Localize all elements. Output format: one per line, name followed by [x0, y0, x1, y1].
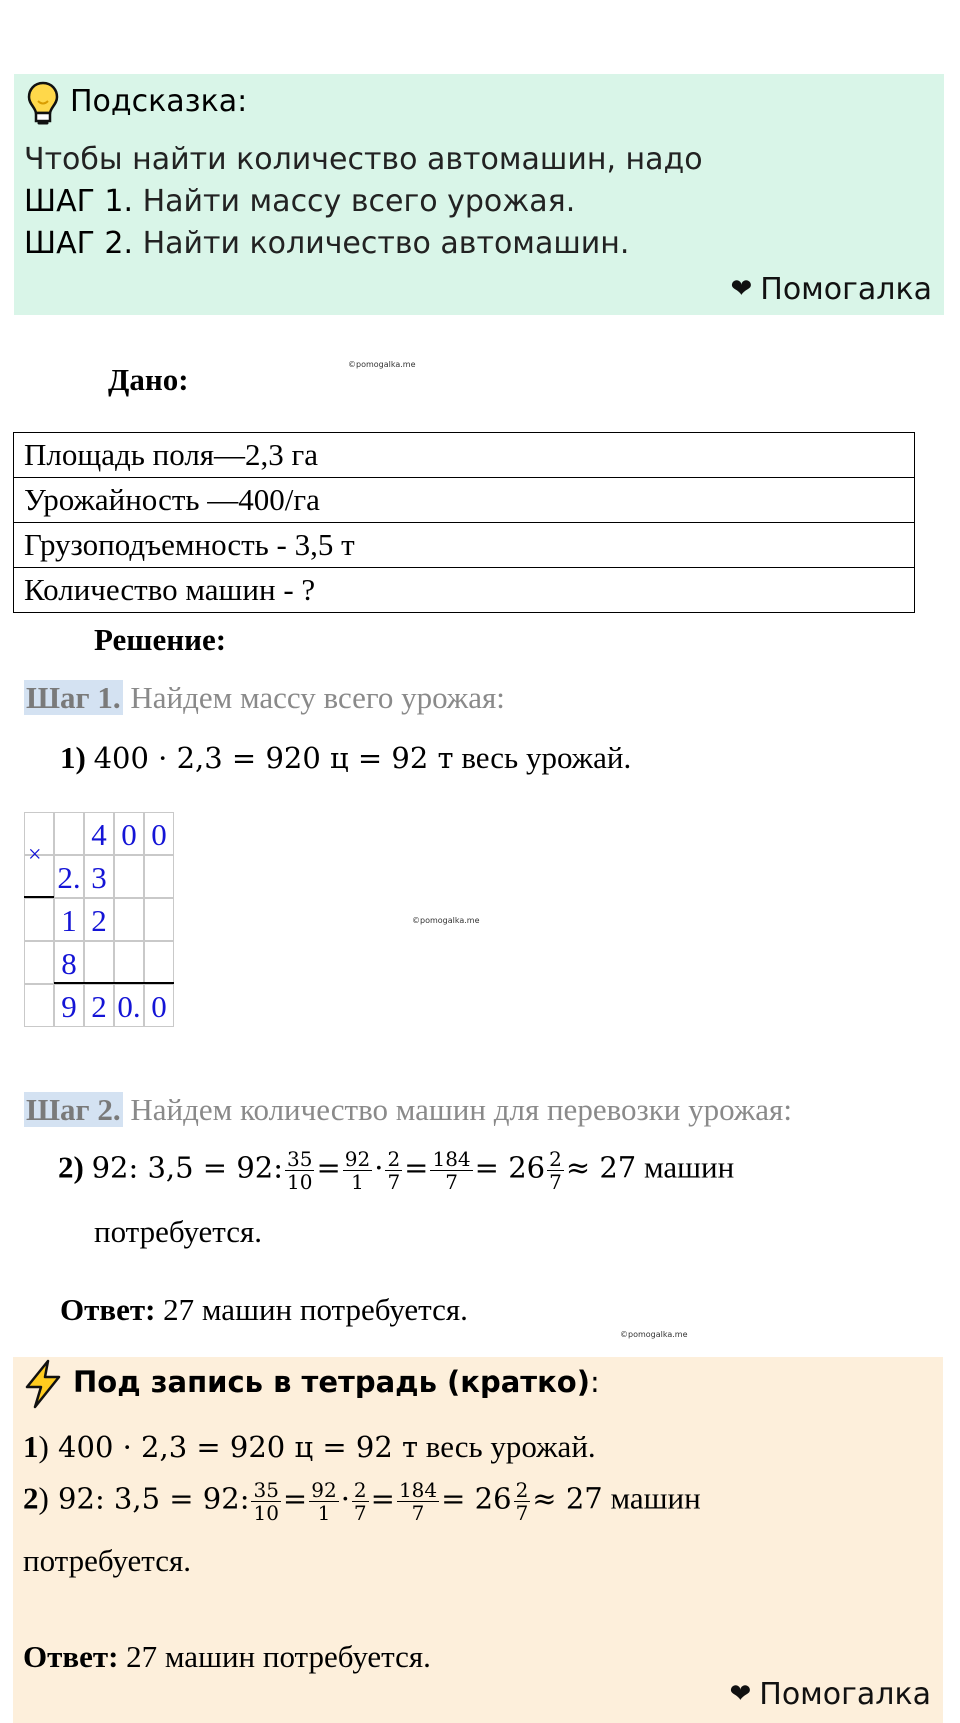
fraction — [397, 1479, 439, 1524]
fraction-denominator: 7 — [549, 1170, 562, 1194]
hint-step-2-label: ШАГ 2. — [24, 226, 134, 261]
fraction-numerator: 2 — [515, 1478, 529, 1502]
notebook-answer — [23, 1639, 431, 1675]
grid-cell: 2. — [54, 855, 84, 898]
grid-cell — [144, 855, 174, 898]
fraction-numerator: 2 — [549, 1147, 562, 1171]
step-1-tag: Шаг 1. — [26, 680, 121, 715]
given-title: Дано: — [108, 362, 189, 397]
brand-label: Помогалка — [760, 272, 932, 307]
grid-cell: 3 — [84, 855, 114, 898]
notebook-title — [73, 1365, 600, 1399]
step-2-heading — [24, 1092, 792, 1128]
grid-cell — [24, 941, 54, 984]
fraction-numerator: 35 — [253, 1478, 279, 1502]
fraction-numerator: 184 — [398, 1478, 438, 1502]
equation-2 — [58, 1148, 734, 1193]
brand-link[interactable] — [729, 1677, 931, 1712]
equation-2-part-4: = — [404, 1150, 429, 1185]
grid-cell: 0 — [144, 812, 174, 855]
given-row-capacity: Грузоподъемность - 3,5 т — [14, 523, 915, 568]
grid-cell — [24, 984, 54, 1027]
fraction-numerator: 35 — [287, 1147, 313, 1171]
equation-2-continuation: потребуется. — [94, 1214, 263, 1249]
grid-cell — [144, 898, 174, 941]
lightbulb-icon — [26, 80, 60, 128]
grid-cell — [114, 941, 144, 984]
step-2-text: Найдем количество машин для перевозки урожая: — [122, 1092, 792, 1127]
answer — [60, 1292, 468, 1328]
heart-icon: ❤ — [729, 1679, 752, 1709]
equation-2-part-2: = — [316, 1150, 341, 1185]
grid-cell: 0. — [114, 984, 144, 1027]
watermark: ©pomogalka.me — [412, 916, 480, 925]
grid-cell: 2 — [84, 984, 114, 1027]
notebook-line-2-part-1: 92: 3,5 = 92: — [48, 1481, 250, 1516]
grid-cell: 8 — [54, 941, 84, 984]
grid-cell — [24, 898, 54, 941]
equation-2-part-6: ≈ 27 — [565, 1150, 637, 1185]
given-row-cars: Количество машин - ? — [14, 568, 915, 613]
equation-2-tail: машин — [636, 1149, 735, 1185]
notebook-line-2-tail: машин — [602, 1480, 701, 1516]
fraction-denominator: 10 — [253, 1501, 279, 1525]
equation-1-expression: 400 · 2,3 = 920 ц = 92 т — [93, 741, 454, 775]
given-row-yield: Урожайность —400/га — [14, 478, 915, 523]
answer-text: 27 машин потребуется. — [155, 1292, 468, 1327]
answer-label: Ответ: — [60, 1292, 156, 1327]
notebook-line-1-number: 1 — [23, 1429, 39, 1464]
heart-icon: ❤ — [730, 274, 753, 304]
equation-2-part-5: = 26 — [474, 1150, 546, 1185]
lightning-icon — [23, 1359, 63, 1409]
grid-cell: 1 — [54, 898, 84, 941]
watermark: ©pomogalka.me — [348, 360, 416, 369]
fraction — [547, 1148, 564, 1193]
notebook-line-2 — [23, 1479, 701, 1524]
fraction-denominator: 7 — [515, 1501, 529, 1525]
equation-2-number: 2) — [58, 1149, 84, 1185]
brand-link[interactable] — [730, 272, 932, 307]
grid-cell: 9 — [54, 984, 84, 1027]
result-rule — [54, 982, 174, 984]
fraction-numerator: 184 — [432, 1147, 471, 1171]
grid-cell: 0 — [144, 984, 174, 1027]
fraction — [352, 1479, 369, 1524]
fraction-denominator: 7 — [387, 1170, 401, 1194]
hint-step-2 — [24, 226, 629, 261]
table-row — [14, 433, 915, 478]
brand-label: Помогалка — [759, 1677, 931, 1712]
grid-cell — [144, 941, 174, 984]
fraction — [385, 1148, 402, 1193]
hint-step-1-text: Найти массу всего урожая. — [133, 184, 576, 219]
fraction — [251, 1479, 280, 1524]
equation-1-tail: весь урожай. — [453, 740, 632, 775]
given-table — [13, 432, 915, 613]
fraction-numerator: 92 — [344, 1147, 371, 1171]
fraction-numerator: 92 — [311, 1478, 337, 1502]
watermark: ©pomogalka.me — [620, 1330, 688, 1339]
notebook-line-2-part-2: = — [282, 1481, 308, 1516]
fraction-denominator: 7 — [445, 1170, 458, 1194]
equation-2-part-1: 92: 3,5 = 92: — [91, 1150, 283, 1185]
table-row — [14, 568, 915, 613]
notebook-line-1-expression: 400 · 2,3 = 920 ц = 92 т — [48, 1430, 419, 1464]
notebook-line-2-paren: ) — [38, 1480, 49, 1516]
step-2-tag: Шаг 2. — [26, 1092, 121, 1127]
grid-cell — [114, 855, 144, 898]
grid-cell: 0 — [114, 812, 144, 855]
notebook-answer-text: 27 машин потребуется. — [118, 1639, 431, 1674]
hint-intro: Чтобы найти количество автомашин, надо — [24, 142, 703, 177]
hint-step-1 — [24, 184, 575, 219]
solution-title: Решение: — [94, 622, 227, 657]
equation-1 — [60, 740, 631, 776]
grid-cell — [114, 898, 144, 941]
fraction — [343, 1148, 372, 1193]
fraction-denominator: 10 — [287, 1170, 313, 1194]
step-1-text: Найдем массу всего урожая: — [122, 680, 505, 715]
fraction-denominator: 1 — [317, 1501, 331, 1525]
fraction-denominator: 7 — [353, 1501, 367, 1525]
notebook-line-1-paren: ) — [38, 1429, 49, 1464]
fraction — [309, 1479, 338, 1524]
notebook-title-text: Под запись в тетрадь (кратко) — [73, 1365, 590, 1399]
sum-rule — [24, 896, 54, 898]
hint-step-1-label: ШАГ 1. — [24, 184, 134, 219]
fraction-numerator: 2 — [387, 1147, 401, 1171]
equation-1-number: 1) — [60, 740, 86, 775]
notebook-line-2-part-4: = — [370, 1481, 395, 1516]
notebook-line-1 — [23, 1429, 596, 1465]
hint-step-2-text: Найти количество автомашин. — [133, 226, 630, 261]
multiply-sign: × — [28, 842, 42, 868]
notebook-line-1-tail: весь урожай. — [418, 1429, 596, 1464]
equation-2-part-3: · — [374, 1150, 384, 1185]
notebook-line-2-number: 2 — [23, 1480, 39, 1516]
notebook-line-2-part-5: = 26 — [441, 1481, 512, 1516]
notebook-title-colon: : — [589, 1365, 600, 1399]
step-1-heading — [24, 680, 505, 716]
notebook-box — [13, 1357, 943, 1723]
hint-title: Подсказка: — [70, 84, 248, 119]
fraction — [514, 1479, 531, 1524]
notebook-line-2-part-3: · — [340, 1481, 350, 1516]
table-row — [14, 478, 915, 523]
grid-cell — [54, 812, 84, 855]
fraction-denominator: 7 — [411, 1501, 425, 1525]
grid-cell — [84, 941, 114, 984]
given-row-area: Площадь поля—2,3 га — [14, 433, 915, 478]
grid-cell: 2 — [84, 898, 114, 941]
notebook-answer-label: Ответ: — [23, 1639, 119, 1674]
notebook-line-2-continuation: потребуется. — [23, 1543, 192, 1578]
notebook-line-2-part-6: ≈ 27 — [532, 1481, 603, 1516]
fraction — [285, 1148, 314, 1193]
grid-cell: 4 — [84, 812, 114, 855]
hint-box — [14, 74, 944, 315]
fraction — [430, 1148, 472, 1193]
fraction-denominator: 1 — [351, 1170, 364, 1194]
fraction-numerator: 2 — [353, 1478, 367, 1502]
table-row — [14, 523, 915, 568]
